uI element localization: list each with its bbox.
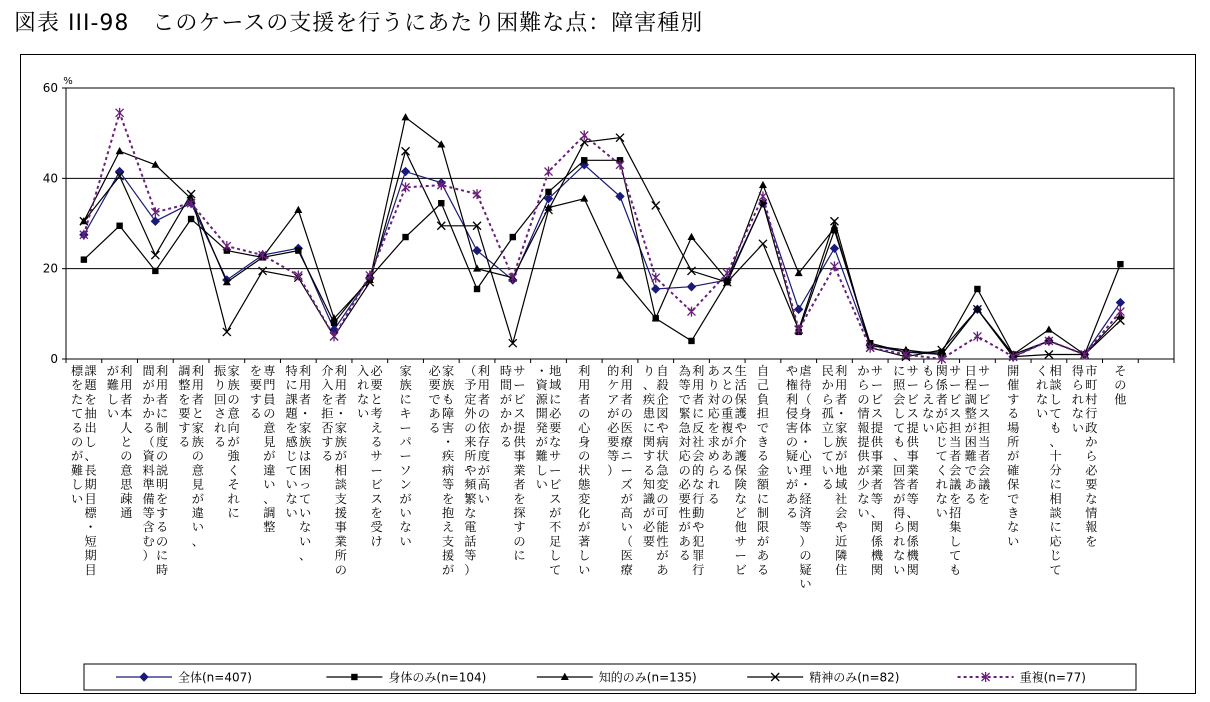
category-label: が難しい — [106, 364, 119, 421]
category-label: 特に課題を感じていない — [285, 364, 298, 520]
data-point — [687, 233, 695, 240]
y-tick-label: 0 — [50, 352, 58, 366]
data-point — [473, 264, 481, 271]
category-label: 地域に必要なサービスが不足して — [549, 364, 562, 577]
category-label: 必要である — [428, 364, 441, 435]
data-point — [652, 201, 660, 209]
y-tick-label: 40 — [42, 171, 58, 186]
category-label: サービス担当者会議を — [978, 364, 991, 506]
plot-area — [66, 88, 1174, 359]
category-label: （予定外の来所や頻繁な電話等） — [464, 364, 477, 577]
data-point — [1116, 307, 1124, 317]
category-label: 調整を要する — [178, 364, 191, 449]
data-point — [152, 268, 158, 274]
category-label: もらえない — [922, 364, 935, 435]
data-point — [1117, 261, 1123, 267]
category-label: 時間がかかる — [499, 364, 513, 449]
data-point — [652, 273, 660, 283]
data-point — [402, 113, 410, 120]
data-point — [116, 168, 124, 176]
data-point — [545, 167, 553, 177]
data-point — [759, 191, 767, 201]
series-1 — [80, 161, 1125, 361]
series-2 — [81, 157, 1124, 358]
category-label: 利用者の心身の状態変化が著しい — [578, 364, 591, 577]
category-label: 家族も障害・疾病等を抱え支援が — [441, 364, 455, 577]
data-point — [616, 160, 624, 170]
data-point — [151, 251, 159, 259]
data-point — [795, 305, 803, 313]
data-point — [580, 194, 588, 201]
data-point — [116, 223, 122, 229]
category-label: 必要と考えるサービスを受け — [370, 364, 383, 549]
category-label: あり対応を求められる — [707, 364, 720, 506]
category-label: 為等で緊急対応の必要性がある — [678, 364, 691, 563]
y-axis-label: % — [63, 76, 73, 87]
legend-label: 精神のみ(n=82) — [809, 670, 900, 685]
category-label: 日程調整が困難である — [964, 364, 977, 506]
data-point — [330, 331, 338, 341]
category-label: 利用者に制度の説明をするのに時 — [156, 364, 169, 577]
category-label: サービス担当者会議を招集しても — [949, 364, 962, 577]
category-label: 生活保護や介護保険など他サービ — [734, 364, 747, 577]
gridlines — [66, 88, 1174, 359]
category-label: 家族にキーパーソンがいない — [399, 364, 412, 549]
category-label: 利用者の医療ニーズが高い（医療 — [620, 364, 633, 577]
category-label: 利用者本人との意思疎通 — [120, 364, 133, 520]
data-point — [830, 261, 838, 271]
category-label: 入れない — [356, 364, 370, 421]
data-point — [474, 286, 480, 292]
y-tick-label: 20 — [42, 261, 58, 276]
data-point — [223, 241, 231, 251]
data-point — [223, 328, 231, 336]
data-point — [402, 147, 410, 155]
data-point — [151, 217, 159, 225]
data-point — [687, 283, 695, 291]
data-point — [545, 189, 551, 195]
category-label: 虐待（身体・心理・経済等）の疑い — [799, 364, 812, 591]
series-line — [84, 117, 1121, 354]
category-label: 自殺企図や病状急変の可能性があ — [656, 364, 669, 577]
data-point — [973, 331, 981, 341]
category-label: 専門員の意見が違い、調整 — [263, 364, 276, 535]
category-label: 間がかかる（資料準備等含む） — [142, 364, 155, 563]
legend — [84, 664, 1136, 690]
category-label: 関係者が応じてくれない — [935, 364, 948, 520]
data-point — [116, 147, 124, 154]
data-point — [687, 307, 695, 317]
data-point — [652, 285, 660, 293]
category-label: その他 — [1114, 364, 1127, 407]
category-label: 標をたてるのが難しい — [71, 364, 84, 506]
data-point — [830, 244, 838, 252]
category-label: 利用者・家族は困っていない、 — [298, 364, 312, 563]
category-label: 民から孤立している — [821, 364, 834, 492]
category-label: 利用者の依存度が高い — [477, 364, 490, 506]
category-label: からの情報提供が少ない — [857, 364, 870, 520]
category-label: サービス提供事業者等、関係機関 — [906, 364, 919, 577]
legend-label: 重複(n=77) — [1019, 670, 1086, 685]
category-label: 自己負担できる金額に制限がある — [756, 364, 770, 577]
category-label: 得られない — [1071, 364, 1084, 435]
category-label: 的ケアが必要等） — [607, 364, 620, 478]
series-line — [84, 165, 1121, 357]
category-label: 開催する場所が確保できない — [1007, 364, 1020, 549]
y-axis — [43, 76, 1174, 366]
data-point — [616, 271, 624, 278]
category-label: や権利侵害の疑いがある — [785, 364, 799, 520]
data-point — [402, 234, 408, 240]
data-point — [294, 206, 302, 213]
category-label: スとの重複がある — [721, 364, 734, 478]
category-label: 利用者と家族の意見が違い、 — [191, 364, 204, 549]
data-point — [759, 240, 767, 248]
data-point — [402, 168, 410, 176]
data-point — [437, 140, 445, 147]
category-label: サービス提供事業者を探すのに — [513, 364, 526, 563]
legend-label: 知的のみ(n=135) — [598, 670, 697, 685]
category-label: に照会しても、回答が得られない — [893, 364, 906, 577]
data-point — [351, 674, 357, 680]
data-point — [759, 181, 767, 188]
y-tick-label: 60 — [42, 81, 58, 95]
legend-label: 全体(n=407) — [178, 670, 252, 685]
category-label: 振り回される — [213, 364, 227, 449]
category-label: を要する — [249, 364, 262, 421]
category-label: 利用者・家族が相談支援事業所の — [334, 364, 347, 577]
category-label: サービス提供事業者等、関係機関 — [870, 364, 884, 577]
data-point — [687, 267, 695, 275]
data-point — [510, 234, 516, 240]
category-label: 家族の意向が強くそれに — [227, 364, 240, 520]
data-point — [116, 108, 124, 118]
category-label: 市町村行政から必要な情報を — [1085, 364, 1098, 549]
data-point — [438, 200, 444, 206]
data-point — [581, 157, 587, 163]
chart-title: 図表 III-98 このケースの支援を行うにあたり困難な点：障害種別 — [14, 11, 704, 36]
data-point — [188, 216, 194, 222]
data-point — [1116, 299, 1124, 307]
data-point — [974, 286, 980, 292]
category-label: り、疾患に関する知識が必要 — [642, 364, 656, 549]
category-label: 利用者に反社会的な行動や犯罪行 — [692, 364, 705, 577]
data-point — [1045, 325, 1053, 332]
data-point — [509, 339, 517, 347]
category-label: ・資源開発が難しい — [535, 364, 548, 492]
data-point — [295, 247, 301, 253]
category-label: 課題を抽出し、長期目標・短期目 — [84, 364, 97, 577]
series-line — [84, 138, 1121, 357]
legend-label: 身体のみ(n=104) — [388, 670, 487, 685]
category-labels — [71, 363, 1126, 591]
series-4 — [80, 134, 1125, 361]
series-lines — [80, 108, 1125, 364]
category-label: 介入を拒否する — [321, 364, 334, 464]
category-label: くれない — [1036, 364, 1049, 421]
data-point — [688, 338, 694, 344]
category-label: 相談しても、十分に相談に応じて — [1049, 364, 1062, 577]
data-point — [580, 130, 588, 140]
data-point — [81, 256, 87, 262]
category-label: 利用者・家族が地域社会や近隣住 — [835, 364, 848, 577]
